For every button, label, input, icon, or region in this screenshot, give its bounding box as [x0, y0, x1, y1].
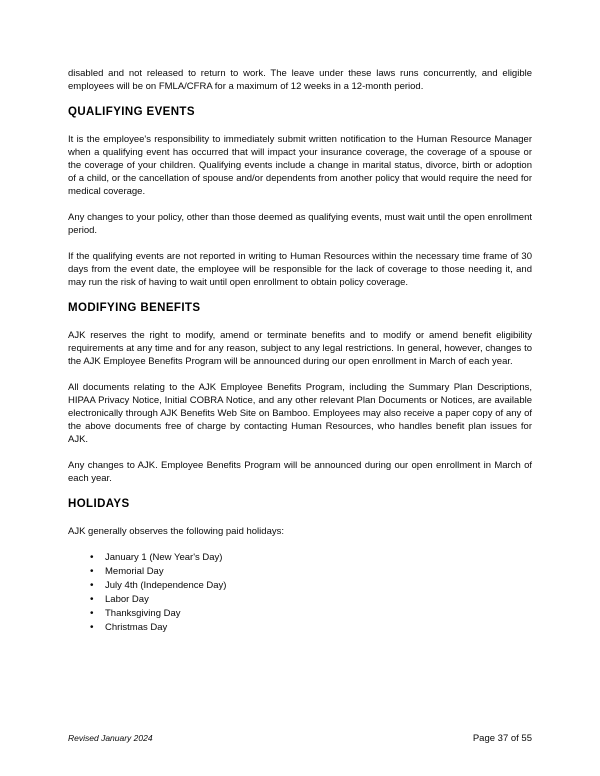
list-item: • Labor Day	[90, 593, 532, 607]
list-item: • Memorial Day	[90, 565, 532, 579]
list-item: • Thanksgiving Day	[90, 607, 532, 621]
paragraph: Any changes to your policy, other than those deemed as qualifying events, must wait until the open enrollment period.	[68, 212, 532, 236]
revision-note: Revised January 2024	[68, 733, 153, 743]
page-footer	[68, 733, 532, 744]
holiday-list	[68, 551, 532, 635]
section-heading-modifying-benefits: MODIFYING BENEFITS	[68, 302, 201, 314]
section-heading-holidays: HOLIDAYS	[68, 498, 130, 510]
list-item: • July 4th (Independence Day)	[90, 579, 532, 593]
section-heading-qualifying-events: QUALIFYING EVENTS	[68, 106, 195, 118]
continuation-paragraph: disabled and not released to return to work. The leave under these laws runs concurrently, and eligible employees will be on FMLA/CFRA for a maximum of 12 weeks in a 12-month period.	[68, 68, 532, 92]
paragraph: All documents relating to the AJK Employee Benefits Program, including the Summary Plan Descriptions, HIPAA Privacy Notice, Initial COBRA Notice, and any other relevant Plan Documents or Notices, are available electronically through AJK Benefits Web Site on Bamboo. Employees may also receive a paper copy of any of the above documents free of charge by contacting Human Resources, who handles benefit plan issues for AJK.	[68, 382, 532, 445]
paragraph: AJK reserves the right to modify, amend or terminate benefits and to modify or amend benefit eligibility requirements at any time and for any reason, subject to any legal restrictions. In general, however, changes to the AJK Employee Benefits Program will be announced during our open enrollment in March of each year.	[68, 330, 532, 367]
paragraph: AJK generally observes the following paid holidays:	[68, 526, 284, 537]
paragraph: If the qualifying events are not reported in writing to Human Resources within the necessary time frame of 30 days from the event date, the employee will be responsible for the lack of coverage to those needing it, and may run the risk of having to wait until open enrollment to obtain policy coverage.	[68, 251, 532, 288]
paragraph: It is the employee's responsibility to immediately submit written notification to the Human Resource Manager when a qualifying event has occurred that will impact your insurance coverage, the coverage of a spouse or the coverage of your children. Qualifying events include a change in marital status, divorce, birth or adoption of a child, or the cancellation of spouse and/or dependents from another policy that would require the need for medical coverage.	[68, 134, 532, 197]
page-number: Page 37 of 55	[472, 733, 532, 744]
paragraph: Any changes to AJK. Employee Benefits Program will be announced during our open enrollment in March of each year.	[68, 460, 532, 484]
list-item: • Christmas Day	[90, 621, 532, 635]
list-item: • January 1 (New Year's Day)	[90, 551, 532, 565]
